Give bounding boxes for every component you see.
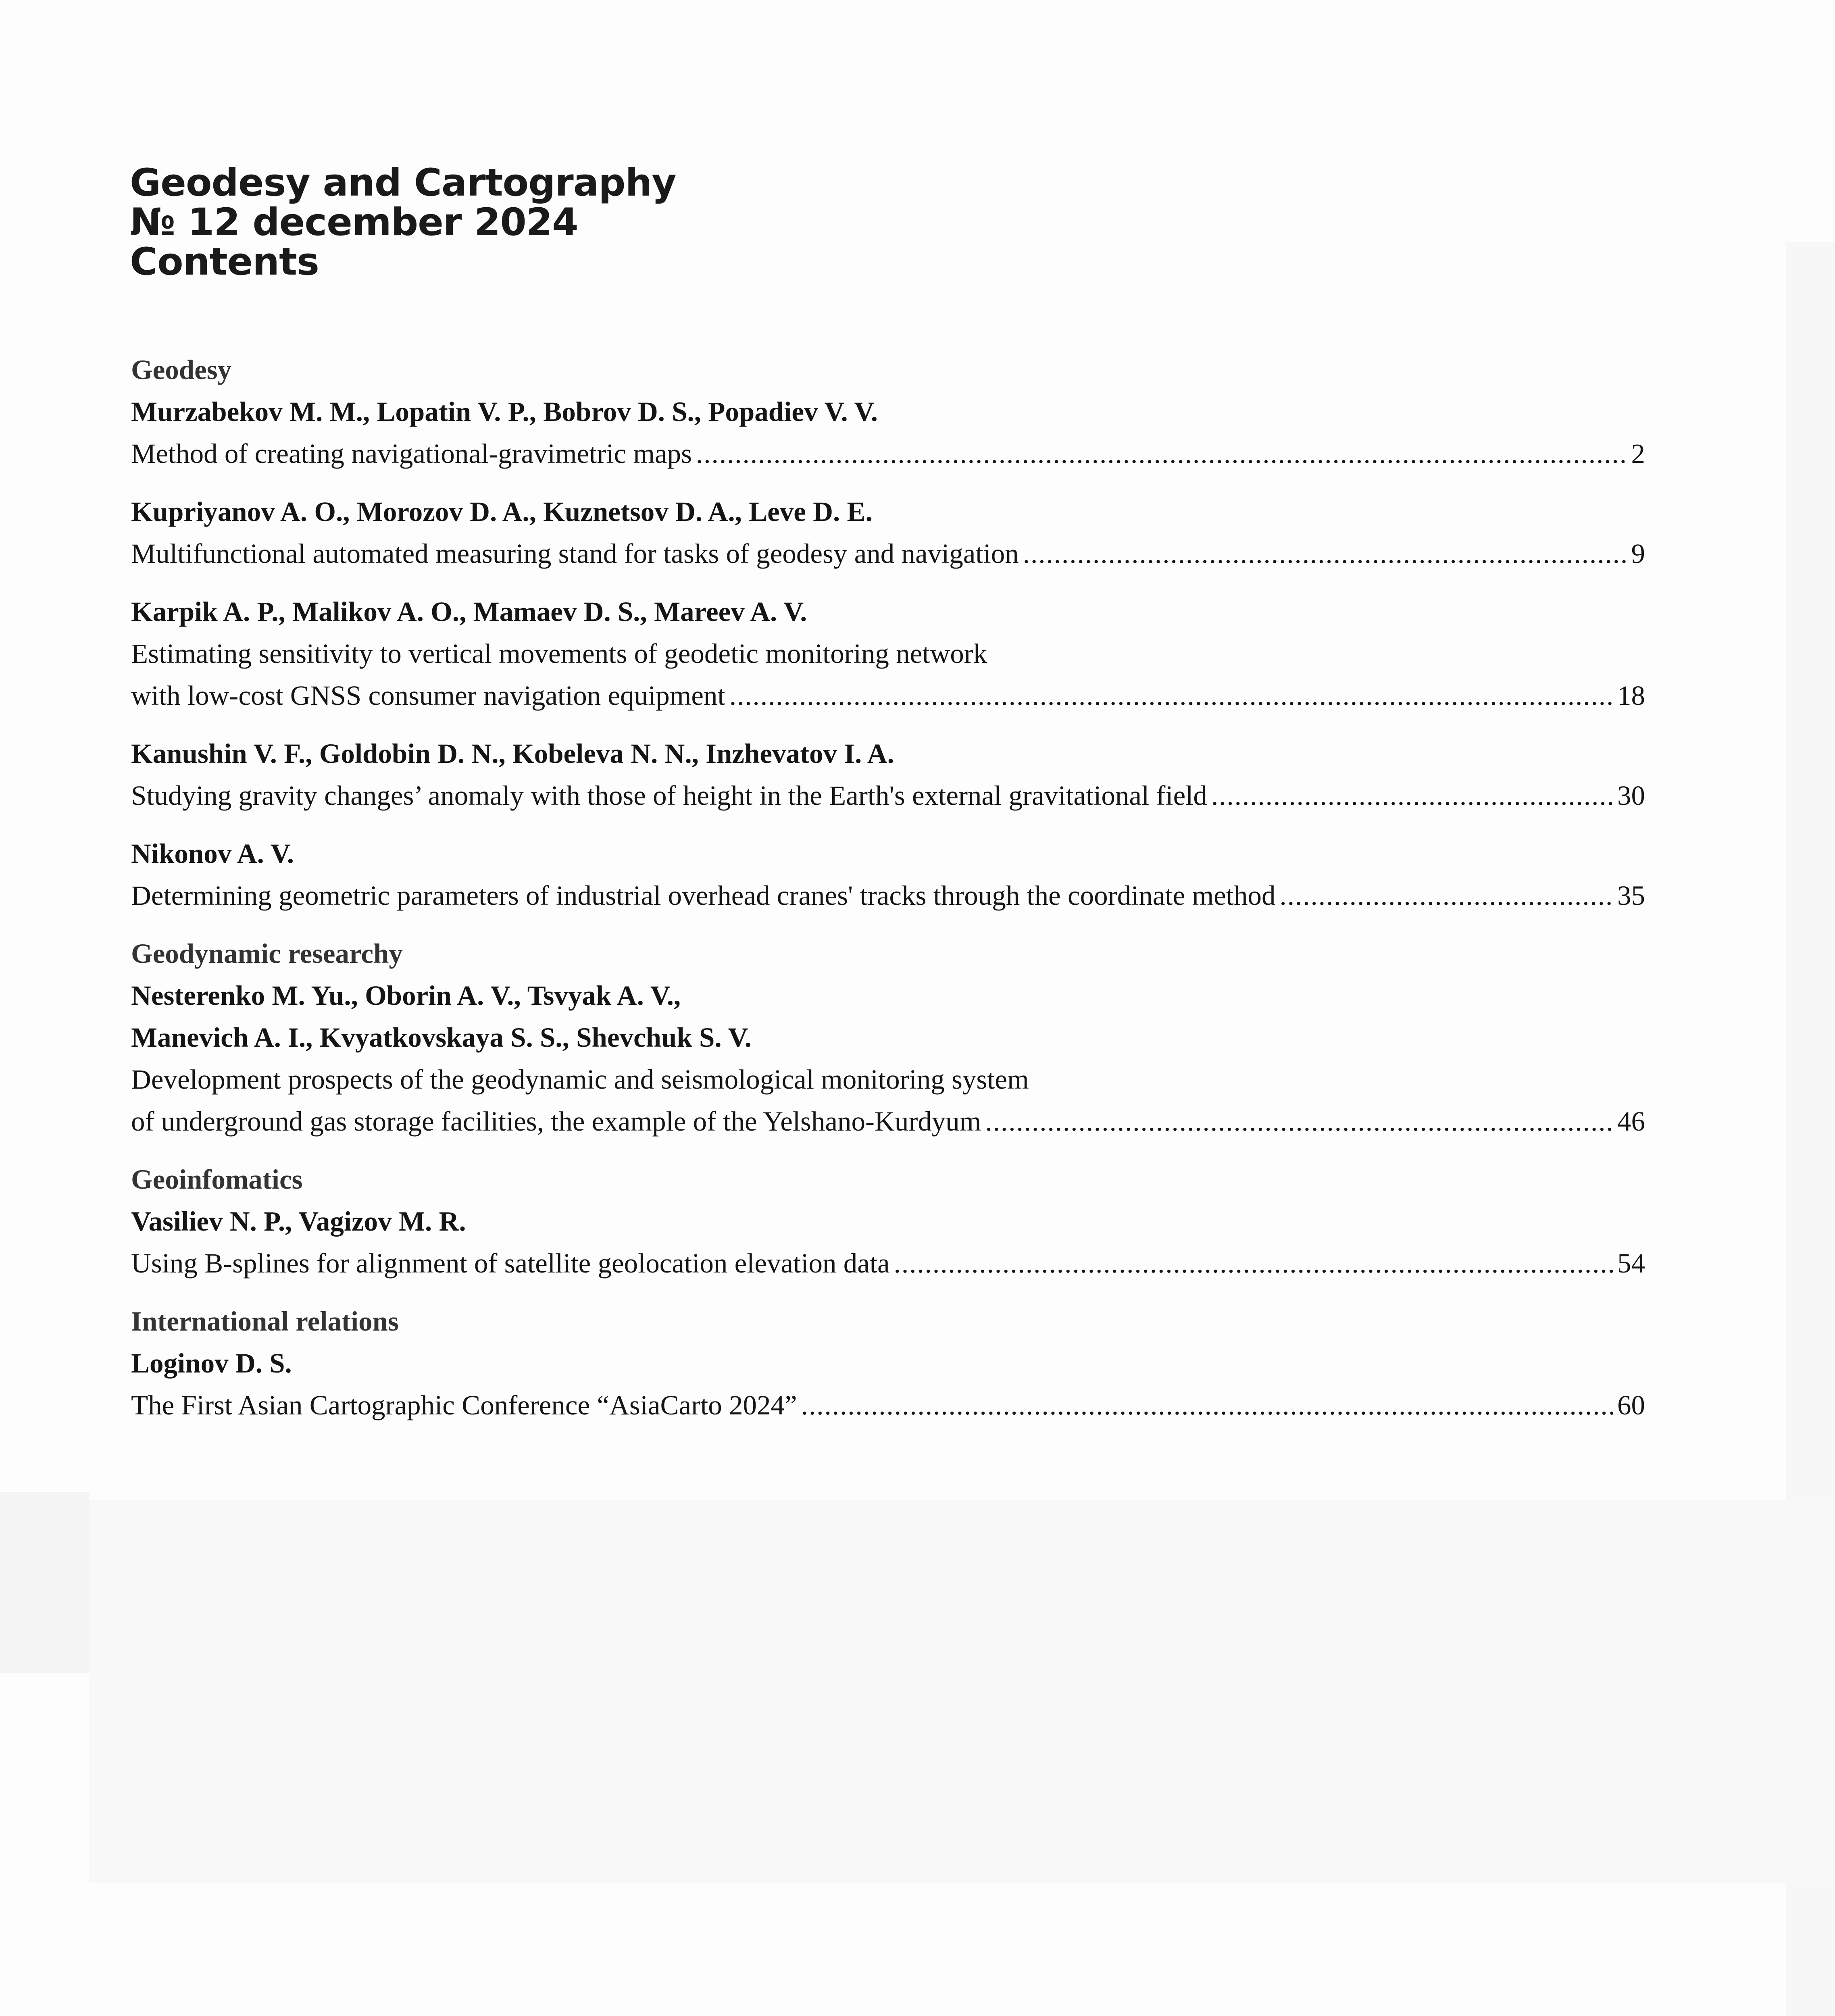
article-title-line	[131, 675, 1645, 716]
article-title: of underground gas storage facilities, the example of the Yelshano-Kurdyum	[131, 1106, 981, 1137]
article-authors: Vasiliev N. P., Vagizov M. R.	[131, 1206, 466, 1237]
page-number: 54	[1617, 1248, 1645, 1279]
toc-entry[interactable]	[131, 733, 1645, 816]
article-authors: Manevich A. I., Kvyatkovskaya S. S., Shevchuk S. V.	[131, 1022, 752, 1053]
toc-entry[interactable]	[131, 1200, 1645, 1284]
dot-leader	[729, 675, 1613, 716]
page-number: 60	[1617, 1390, 1645, 1420]
article-title: Method of creating navigational-gravimetric maps	[131, 438, 692, 469]
article-title-line	[131, 775, 1645, 816]
dot-leader	[894, 1242, 1613, 1284]
section-title: Geodynamic researchy	[131, 938, 403, 969]
contents-heading: Contents	[130, 240, 319, 284]
page-number: 30	[1617, 780, 1645, 811]
scan-shading	[89, 1500, 1835, 1883]
section-title: International relations	[131, 1306, 399, 1337]
article-title: Studying gravity changes’ anomaly with those of height in the Earth's external gravitational field	[131, 780, 1207, 811]
toc-section-geodynamic	[131, 933, 1645, 1142]
page-number: 46	[1617, 1106, 1645, 1137]
toc-entry[interactable]	[131, 833, 1645, 916]
article-authors: Nesterenko M. Yu., Oborin A. V., Tsvyak A. V.,	[131, 980, 681, 1011]
dot-leader	[1211, 775, 1613, 816]
page-number: 18	[1617, 680, 1645, 711]
toc-entry[interactable]	[131, 491, 1645, 575]
toc-section-geodesy	[131, 349, 1645, 916]
toc-section-geoinformatics	[131, 1158, 1645, 1284]
toc-entry[interactable]	[131, 391, 1645, 475]
dot-leader	[1279, 875, 1613, 916]
toc-entry[interactable]	[131, 591, 1645, 716]
dot-leader	[985, 1100, 1613, 1142]
journal-header	[130, 163, 676, 282]
article-title-line	[131, 533, 1645, 575]
article-title-line	[131, 433, 1645, 475]
dot-leader	[1023, 533, 1627, 575]
article-title-line	[131, 1242, 1645, 1284]
article-title: Estimating sensitivity to vertical movements of geodetic monitoring network	[131, 638, 987, 669]
journal-title: Geodesy and Cartography	[130, 161, 676, 205]
article-authors: Loginov D. S.	[131, 1348, 292, 1379]
dot-leader	[696, 433, 1627, 475]
scan-shading	[0, 1492, 89, 1673]
toc-entry[interactable]	[131, 975, 1645, 1142]
article-title: Multifunctional automated measuring stand for tasks of geodesy and navigation	[131, 538, 1019, 569]
section-title: Geoinfomatics	[131, 1164, 303, 1195]
article-authors: Kanushin V. F., Goldobin D. N., Kobeleva N. N., Inzhevatov I. A.	[131, 738, 894, 769]
article-title-line	[131, 875, 1645, 916]
article-title: The First Asian Cartographic Conference “AsiaCarto 2024”	[131, 1390, 797, 1420]
section-title: Geodesy	[131, 354, 232, 385]
article-authors: Karpik A. P., Malikov A. O., Mamaev D. S., Mareev A. V.	[131, 596, 807, 627]
dot-leader	[801, 1384, 1613, 1426]
page-number: 35	[1617, 880, 1645, 911]
page-number: 9	[1631, 538, 1645, 569]
article-title: Determining geometric parameters of industrial overhead cranes' tracks through the coordinate method	[131, 880, 1276, 911]
article-title: Using B-splines for alignment of satellite geolocation elevation data	[131, 1248, 890, 1279]
table-of-contents	[131, 349, 1645, 1442]
article-authors: Nikonov A. V.	[131, 838, 294, 869]
article-authors: Murzabekov M. M., Lopatin V. P., Bobrov D. S., Popadiev V. V.	[131, 396, 878, 427]
article-title-line	[131, 1100, 1645, 1142]
toc-entry[interactable]	[131, 1342, 1645, 1426]
article-title: Development prospects of the geodynamic and seismological monitoring system	[131, 1064, 1029, 1095]
page-number: 2	[1631, 438, 1645, 469]
article-title: with low-cost GNSS consumer navigation equipment	[131, 680, 725, 711]
issue-number: № 12 december 2024	[130, 200, 578, 244]
article-authors: Kupriyanov A. O., Morozov D. A., Kuznetsov D. A., Leve D. E.	[131, 496, 873, 527]
article-title-line	[131, 1384, 1645, 1426]
toc-section-international	[131, 1300, 1645, 1426]
